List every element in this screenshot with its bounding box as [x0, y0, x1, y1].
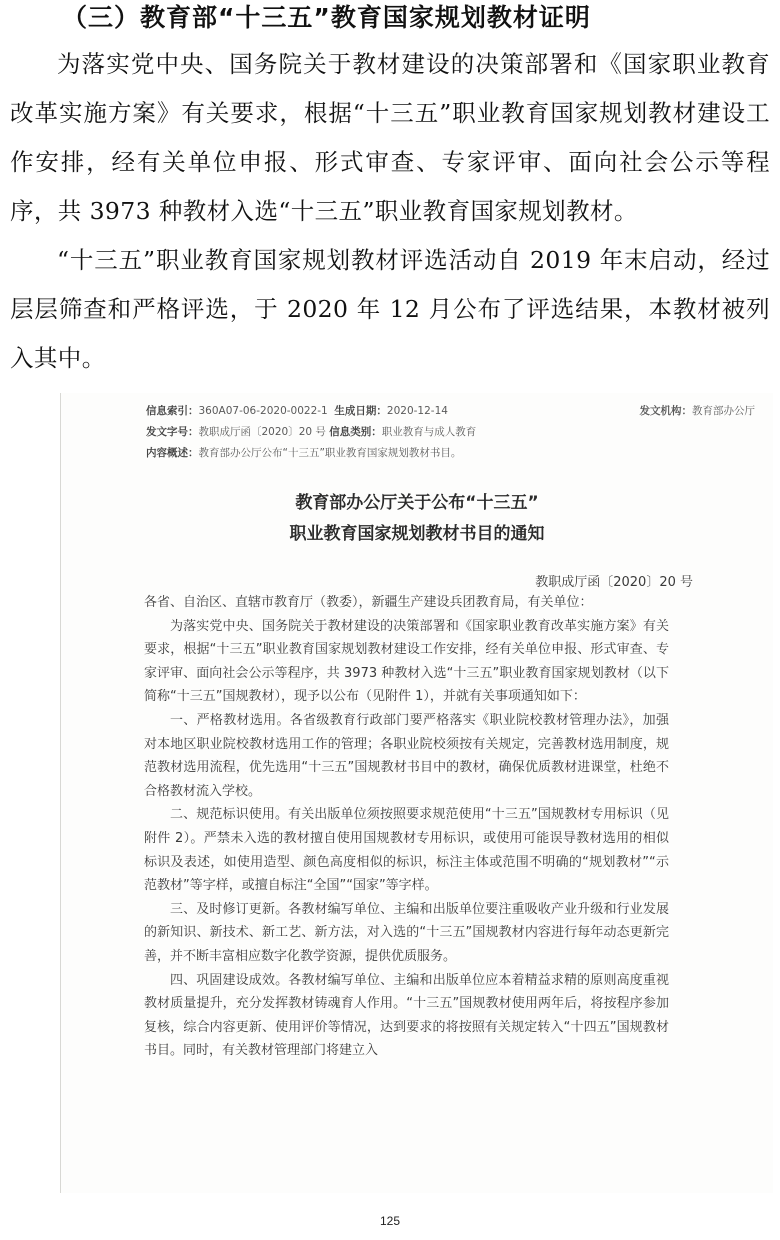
- notice-title-line-1: 教育部办公厅关于公布“十三五”: [295, 493, 539, 513]
- notice-paragraph: 一、严格教材选用。各省级教育行政部门要严格落实《职业院校教材管理办法》，加强对本地区职业院校教材选用工作的管理；各职业院校须按有关规定，完善教材选用制度，规范教材选用流程，优先选用“十三五”国规教材书目中的教材，确保优质教材进课堂，杜绝不合格教材流入学校。: [144, 712, 669, 799]
- meta-category-value: 职业教育与成人教育: [381, 426, 477, 438]
- meta-summary-value: 教育部办公厅公布“十三五”职业教育国家规划教材书目。: [198, 447, 462, 459]
- scanned-notice-image: [60, 393, 773, 1193]
- meta-date-label: 生成日期：: [334, 405, 387, 417]
- meta-date-value: 2020-12-14: [386, 405, 448, 417]
- meta-summary-label: 内容概述：: [146, 447, 199, 459]
- meta-category-label: 信息类别：: [329, 426, 382, 438]
- notice-salutation: 各省、自治区、直辖市教育厅（教委），新疆生产建设兵团教育局，有关单位：: [144, 595, 593, 610]
- notice-paragraph: 三、及时修订更新。各教材编写单位、主编和出版单位要注重吸收产业升级和行业发展的新知识、新技术、新工艺、新方法，对入选的“十三五”国规教材内容进行每年动态更新完善，并不断丰富相应数字化教学资源，提供优质服务。: [144, 901, 669, 964]
- notice-body: [144, 591, 669, 1063]
- body-paragraph-1: 为落实党中央、国务院关于教材建设的决策部署和《国家职业教育改革实施方案》有关要求，根据“十三五”职业教育国家规划教材建设工作安排，经有关单位申报、形式审查、专家评审、面向社会公示等程序，共 3973 种教材入选“十三五”职业教育国家规划教材。: [10, 50, 770, 225]
- meta-issuer: [640, 403, 756, 418]
- section-heading: （三）教育部“十三五”教育国家规划教材证明: [62, 3, 591, 32]
- notice-paragraph: 二、规范标识使用。有关出版单位须按照要求规范使用“十三五”国规教材专用标识（见附件 2）。严禁未入选的教材擅自使用国规教材专用标识，或使用可能误导教材选用的相似标识及表述，如使用造型、颜色高度相似的标识，标注主体或范围不明确的“规划教材”“示范教材”等字样，或擅自标注“全国”“国家”等字样。: [144, 807, 669, 894]
- notice-paragraph: 四、巩固建设成效。各教材编写单位、主编和出版单位应本着精益求精的原则高度重视教材质量提升，充分发挥教材铸魂育人作用。“十三五”国规教材使用两年后，将按程序参加复核，综合内容更新、使用评价等情况，达到要求的将按照有关规定转入“十四五”国规教材书目。同时，有关教材管理部门将建立入: [144, 972, 669, 1059]
- meta-docno-label: 发文字号：: [146, 426, 199, 438]
- meta-index-value: 360A07-06-2020-0022-1: [198, 405, 328, 417]
- meta-row-3: [146, 445, 706, 460]
- meta-docno-value: 教职成厅函〔2020〕20 号: [198, 426, 326, 438]
- notice-doc-number: 教职成厅函〔2020〕20 号: [535, 575, 693, 590]
- meta-row-1: [146, 403, 706, 418]
- page-number: 125: [379, 1214, 401, 1228]
- notice-title-line-2: 职业教育国家规划教材书目的通知: [289, 524, 545, 544]
- notice-paragraph: 为落实党中央、国务院关于教材建设的决策部署和《国家职业教育改革实施方案》有关要求，根据“十三五”职业教育国家规划教材建设工作安排，经有关单位申报、形式审查、专家评审、面向社会公示等程序，共 3973 种教材入选“十三五”职业教育国家规划教材（以下简称“十三五”国规教材），现予以公布（见附件 1），并就有关事项通知如下：: [144, 618, 669, 705]
- meta-row-2: [146, 424, 706, 439]
- meta-issuer-label: 发文机构：: [639, 405, 692, 417]
- meta-index-label: 信息索引：: [146, 405, 199, 417]
- body-paragraph-2: “十三五”职业教育国家规划教材评选活动自 2019 年末启动，经过层层筛查和严格评选，于 2020 年 12 月公布了评选结果，本教材被列入其中。: [10, 246, 770, 372]
- meta-issuer-value: 教育部办公厅: [692, 405, 755, 417]
